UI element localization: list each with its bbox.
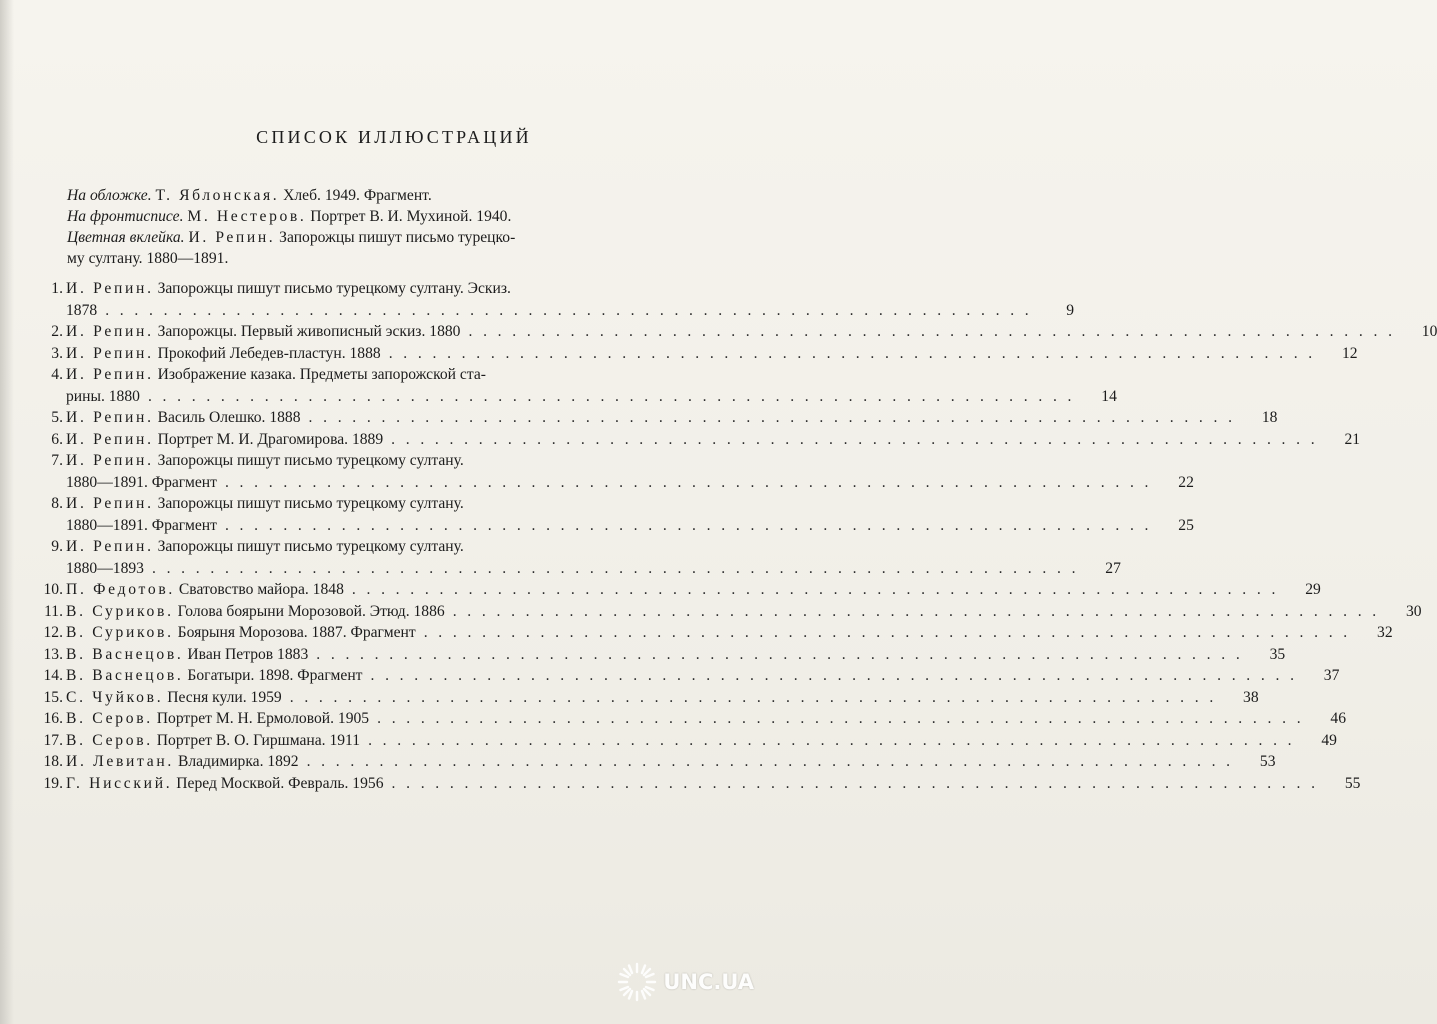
entry-page-number: 25 [1178, 516, 1194, 534]
entry-page-number: 46 [1330, 710, 1346, 727]
leader-dots: . . . . . . . . . . . . . . . . . . . . . . . . . . . . . . . . . . . . . . . . . . . . . . . . . . . . . . . . . . . . . . . . [368, 731, 1295, 749]
leader-dots: . . . . . . . . . . . . . . . . . . . . . . . . . . . . . . . . . . . . . . . . . . . . . . . . . . . . . . . . . . . . . . . . [151, 559, 1079, 577]
entry-number: 8. [51, 495, 63, 512]
entry-number: 19. [43, 774, 63, 792]
entry-page-number: 14 [1101, 387, 1117, 405]
list-entry [26, 450, 1194, 493]
entry-author: В. Васнецов. [66, 667, 184, 684]
entry-number: 6. [51, 430, 63, 448]
entry-number: 3. [51, 344, 63, 362]
entry-author: И. Репин. [66, 409, 154, 426]
entry-title: Запорожцы пишут письмо турецкому султану. [157, 538, 464, 555]
leader-dots: . . . . . . . . . . . . . . . . . . . . . . . . . . . . . . . . . . . . . . . . . . . . . . . . . . . . . . . . . . . . . . . . [224, 473, 1152, 491]
entry-author: В. Васнецов. [66, 645, 184, 663]
entry-title-continued: рины. 1880 [66, 387, 140, 405]
entry-page-number: 55 [1344, 774, 1361, 792]
entry-title: Боярыня Морозова. 1887. Фрагмент [177, 624, 416, 641]
list-entry [26, 708, 1346, 730]
entry-number: 9. [51, 538, 63, 555]
entry-title: Запорожцы. Первый живописный эскиз. 1880 [157, 323, 461, 340]
entry-author: В. Серов. [66, 731, 153, 749]
entry-page-number: 27 [1105, 559, 1121, 577]
list-entry [26, 644, 1286, 666]
leader-dots: . . . . . . . . . . . . . . . . . . . . . . . . . . . . . . . . . . . . . . . . . . . . . . . . . . . . . . . . . . . . . . . . [316, 645, 1244, 663]
entry-number: 4. [51, 366, 63, 383]
entry-page-number: 35 [1269, 645, 1286, 663]
entry-author: И. Репин. [66, 430, 154, 448]
list-entry [26, 730, 1337, 752]
entry-title-continued: 1878 [66, 301, 98, 319]
list-entry [26, 278, 1075, 321]
intro-line-frontispiece [67, 206, 687, 227]
entry-page-number: 18 [1261, 409, 1278, 426]
entry-title: Иван Петров 1883 [187, 645, 309, 663]
page-title: СПИСОК ИЛЛЮСТРАЦИЙ [256, 127, 532, 147]
list-entry [26, 601, 1422, 623]
entry-title: Василь Олешко. 1888 [157, 409, 301, 426]
sunburst-logo-icon [615, 960, 659, 1004]
entry-author: С. Чуйков. [66, 688, 164, 706]
leader-dots: . . . . . . . . . . . . . . . . . . . . . . . . . . . . . . . . . . . . . . . . . . . . . . . . . . . . . . . . . . . . . . . . [452, 602, 1380, 620]
list-entry [26, 407, 1278, 429]
intro-block [67, 185, 687, 269]
intro-text: Портрет В. И. Мухиной. 1940. [310, 208, 512, 225]
entry-page-number: 49 [1321, 731, 1337, 749]
leader-dots: . . . . . . . . . . . . . . . . . . . . . . . . . . . . . . . . . . . . . . . . . . . . . . . . . . . . . . . . . . . . . . . . [147, 387, 1075, 405]
entry-number: 13. [43, 645, 63, 663]
leader-dots: . . . . . . . . . . . . . . . . . . . . . . . . . . . . . . . . . . . . . . . . . . . . . . . . . . . . . . . . . . . . . . . . [391, 430, 1319, 448]
entry-title-continued: 1880—1893 [66, 559, 144, 577]
entry-title: Изображение казака. Предметы запорожской ста- [157, 366, 486, 383]
entry-author: И. Репин. [66, 280, 154, 297]
entry-author: В. Серов. [66, 710, 153, 727]
entry-title: Богатыри. 1898. Фрагмент [187, 667, 363, 684]
entry-title: Перед Москвой. Февраль. 1956 [176, 774, 384, 792]
entry-author: П. Федотов. [66, 581, 175, 598]
leader-dots: . . . . . . . . . . . . . . . . . . . . . . . . . . . . . . . . . . . . . . . . . . . . . . . . . . . . . . . . . . . . . . . . [351, 581, 1279, 598]
entry-title-continued: 1880—1891. Фрагмент [66, 516, 217, 534]
entry-page-number: 21 [1344, 430, 1361, 448]
entry-page-number: 30 [1406, 602, 1422, 620]
entry-author: И. Репин. [66, 452, 154, 469]
intro-text-continued: му султану. 1880—1891. [67, 250, 229, 267]
entry-page-number: 38 [1243, 688, 1259, 706]
entry-title: Голова боярыни Морозовой. Этюд. 1886 [177, 602, 445, 620]
intro-line-color-insert [67, 227, 687, 269]
list-entry [26, 665, 1340, 687]
entry-number: 17. [43, 731, 63, 749]
entry-page-number: 53 [1259, 753, 1276, 770]
list-entry [26, 536, 1121, 579]
intro-label: На обложке. [67, 187, 152, 204]
list-entry [26, 343, 1358, 365]
entry-title: Портрет М. И. Драгомирова. 1889 [157, 430, 384, 448]
leader-dots: . . . . . . . . . . . . . . . . . . . . . . . . . . . . . . . . . . . . . . . . . . . . . . . . . . . . . . . . . . . . . . . . [388, 344, 1316, 362]
list-entry [26, 579, 1321, 601]
entry-page-number: 22 [1178, 473, 1194, 491]
entry-page-number: 10 [1421, 323, 1437, 340]
leader-dots: . . . . . . . . . . . . . . . . . . . . . . . . . . . . . . . . . . . . . . . . . . . . . . . . . . . . . . . . . . . . . . . . [391, 774, 1319, 792]
list-entry [26, 751, 1276, 773]
entry-title: Портрет М. Н. Ермоловой. 1905 [156, 710, 370, 727]
entry-page-number: 32 [1377, 624, 1393, 641]
entry-author: И. Репин. [66, 366, 154, 383]
entry-title: Портрет В. О. Гиршмана. 1911 [156, 731, 361, 749]
watermark-text: UNC.UA [663, 970, 754, 994]
leader-dots: . . . . . . . . . . . . . . . . . . . . . . . . . . . . . . . . . . . . . . . . . . . . . . . . . . . . . . . . . . . . . . . . [423, 624, 1351, 641]
entry-number: 15. [43, 688, 63, 706]
entry-author: И. Репин. [66, 323, 154, 340]
intro-label: Цветная вклейка. [67, 229, 185, 246]
intro-author: М. Нестеров. [187, 208, 307, 225]
entry-title: Песня кули. 1959 [167, 688, 282, 706]
entry-number: 14. [43, 667, 63, 684]
illustration-list [26, 278, 1437, 794]
entry-title: Запорожцы пишут письмо турецкому султану. [157, 495, 464, 512]
watermark [615, 960, 754, 1004]
entry-author: В. Суриков. [66, 602, 174, 620]
leader-dots: . . . . . . . . . . . . . . . . . . . . . . . . . . . . . . . . . . . . . . . . . . . . . . . . . . . . . . . . . . . . . . . . [224, 516, 1152, 534]
leader-dots: . . . . . . . . . . . . . . . . . . . . . . . . . . . . . . . . . . . . . . . . . . . . . . . . . . . . . . . . . . . . . . . . [105, 301, 1033, 319]
entry-number: 16. [43, 710, 63, 727]
entry-page-number: 12 [1342, 344, 1358, 362]
entry-number: 2. [51, 323, 63, 340]
list-entry [26, 622, 1393, 644]
entry-author: В. Суриков. [66, 624, 174, 641]
entry-number: 11. [44, 602, 63, 620]
list-entry [26, 364, 1117, 407]
entry-title: Запорожцы пишут письмо турецкому султану. Эскиз. [157, 280, 511, 297]
leader-dots: . . . . . . . . . . . . . . . . . . . . . . . . . . . . . . . . . . . . . . . . . . . . . . . . . . . . . . . . . . . . . . . . [289, 688, 1217, 706]
entry-title-continued: 1880—1891. Фрагмент [66, 473, 217, 491]
entry-number: 1. [51, 280, 63, 297]
intro-author: Т. Яблонская. [155, 187, 280, 204]
entry-title: Владимирка. 1892 [177, 753, 299, 770]
entry-number: 18. [43, 753, 63, 770]
list-entry [26, 429, 1361, 451]
entry-number: 10. [43, 581, 63, 598]
list-entry [26, 687, 1259, 709]
leader-dots: . . . . . . . . . . . . . . . . . . . . . . . . . . . . . . . . . . . . . . . . . . . . . . . . . . . . . . . . . . . . . . . . [377, 710, 1304, 727]
entry-page-number: 29 [1305, 581, 1321, 598]
entry-author: И. Репин. [66, 538, 154, 555]
entry-number: 5. [51, 409, 63, 426]
entry-page-number: 37 [1323, 667, 1340, 684]
entry-author: И. Репин. [66, 495, 154, 512]
entry-title: Сватовство майора. 1848 [178, 581, 344, 598]
leader-dots: . . . . . . . . . . . . . . . . . . . . . . . . . . . . . . . . . . . . . . . . . . . . . . . . . . . . . . . . . . . . . . . . [468, 323, 1396, 340]
list-entry [26, 321, 1437, 343]
entry-author: И. Левитан. [66, 753, 175, 770]
leader-dots: . . . . . . . . . . . . . . . . . . . . . . . . . . . . . . . . . . . . . . . . . . . . . . . . . . . . . . . . . . . . . . . . [308, 409, 1236, 426]
page-edge-shadow [0, 0, 14, 1024]
entry-title: Запорожцы пишут письмо турецкому султану. [157, 452, 464, 469]
intro-author: И. Репин. [188, 229, 276, 246]
intro-line-cover [67, 185, 687, 206]
intro-label: На фронтисписе. [67, 208, 184, 225]
entry-number: 7. [51, 452, 63, 469]
list-entry [26, 773, 1361, 795]
entry-author: И. Репин. [66, 344, 154, 362]
intro-text: Запорожцы пишут письмо турецко- [279, 229, 516, 246]
entry-number: 12. [43, 624, 63, 641]
list-entry [26, 493, 1194, 536]
entry-page-number: 9 [1066, 301, 1075, 319]
intro-text: Хлеб. 1949. Фрагмент. [283, 187, 432, 204]
entry-title: Прокофий Лебедев-пластун. 1888 [157, 344, 381, 362]
leader-dots: . . . . . . . . . . . . . . . . . . . . . . . . . . . . . . . . . . . . . . . . . . . . . . . . . . . . . . . . . . . . . . . . [370, 667, 1298, 684]
leader-dots: . . . . . . . . . . . . . . . . . . . . . . . . . . . . . . . . . . . . . . . . . . . . . . . . . . . . . . . . . . . . . . . . [306, 753, 1234, 770]
entry-author: Г. Нисский. [66, 774, 173, 792]
